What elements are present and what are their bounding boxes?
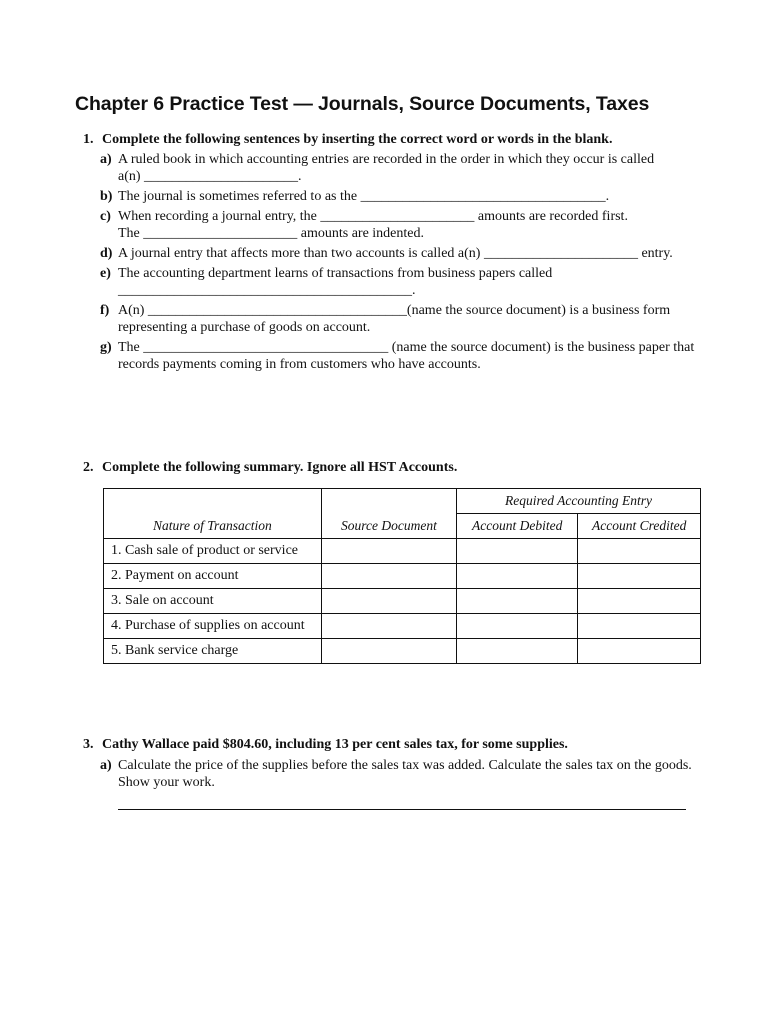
item-label: g) — [100, 340, 112, 355]
account-credited-blank[interactable] — [578, 639, 701, 664]
account-credited-blank[interactable] — [578, 589, 701, 614]
table-row — [104, 539, 701, 564]
item-label: f) — [100, 303, 110, 318]
item-line: Show your work. — [118, 774, 215, 790]
answer-line[interactable] — [118, 809, 686, 810]
question-1-number: 1. — [83, 132, 94, 147]
transaction-cell: 3. Sale on account — [104, 589, 322, 614]
item-line: a(n) ______________________. — [118, 168, 302, 184]
table-row — [104, 589, 701, 614]
question-3a — [100, 758, 700, 791]
transaction-cell: 4. Purchase of supplies on account — [104, 614, 322, 639]
item-label: b) — [100, 189, 113, 204]
question-1d — [100, 246, 700, 263]
transaction-cell: 2. Payment on account — [104, 564, 322, 589]
table-row — [104, 614, 701, 639]
item-label: a) — [100, 152, 112, 167]
item-label: c) — [100, 209, 111, 224]
item-label: a) — [100, 758, 112, 773]
account-credited-blank[interactable] — [578, 564, 701, 589]
item-line: representing a purchase of goods on account. — [118, 319, 371, 335]
item-line: __________________________________________. — [118, 282, 416, 298]
source-document-blank[interactable] — [321, 564, 456, 589]
header-account-credited: Account Credited — [578, 514, 701, 539]
question-1g — [100, 340, 700, 373]
item-line: A(n) _____________________________________(name the source document) is a business form — [118, 303, 671, 318]
question-1b — [100, 189, 700, 206]
account-debited-blank[interactable] — [456, 614, 577, 639]
table-row — [104, 639, 701, 664]
question-1e — [100, 266, 700, 299]
summary-table — [103, 488, 701, 664]
question-1a — [100, 152, 700, 185]
source-document-blank[interactable] — [321, 639, 456, 664]
transaction-cell: 5. Bank service charge — [104, 639, 322, 664]
header-source-document: Source Document — [321, 489, 456, 539]
question-3-heading — [83, 737, 568, 753]
question-3-prompt: Cathy Wallace paid $804.60, including 13 per cent sales tax, for some supplies. — [102, 737, 568, 752]
item-line: The ______________________ amounts are indented. — [118, 225, 425, 241]
item-label: d) — [100, 246, 113, 261]
account-debited-blank[interactable] — [456, 564, 577, 589]
item-line: The accounting department learns of transactions from business papers called — [118, 266, 553, 281]
source-document-blank[interactable] — [321, 539, 456, 564]
source-document-blank[interactable] — [321, 614, 456, 639]
header-required-accounting-entry: Required Accounting Entry — [456, 489, 700, 514]
question-3-number: 3. — [83, 737, 94, 752]
question-1c — [100, 209, 700, 242]
account-credited-blank[interactable] — [578, 614, 701, 639]
account-debited-blank[interactable] — [456, 589, 577, 614]
source-document-blank[interactable] — [321, 589, 456, 614]
item-label: e) — [100, 266, 111, 281]
question-1-heading — [83, 132, 612, 148]
question-2-prompt: Complete the following summary. Ignore all HST Accounts. — [102, 460, 458, 475]
item-line: A journal entry that affects more than two accounts is called a(n) ______________________ entry. — [118, 246, 673, 261]
question-1-prompt: Complete the following sentences by inserting the correct word or words in the blank. — [102, 132, 613, 147]
account-debited-blank[interactable] — [456, 539, 577, 564]
item-line: When recording a journal entry, the ______________________ amounts are recorded first. — [118, 209, 628, 224]
item-line: Calculate the price of the supplies before the sales tax was added. Calculate the sales tax on the goods. — [118, 758, 692, 773]
item-line: The journal is sometimes referred to as the ___________________________________. — [118, 189, 610, 204]
header-nature-of-transaction: Nature of Transaction — [104, 489, 322, 539]
item-line: records payments coming in from customers who have accounts. — [118, 356, 481, 372]
table-row — [104, 564, 701, 589]
account-debited-blank[interactable] — [456, 639, 577, 664]
transaction-cell: 1. Cash sale of product or service — [104, 539, 322, 564]
item-line: A ruled book in which accounting entries are recorded in the order in which they occur is called — [118, 152, 655, 167]
question-1f — [100, 303, 700, 336]
question-2-heading — [83, 460, 457, 476]
header-account-debited: Account Debited — [456, 514, 577, 539]
item-line: The ___________________________________ (name the source document) is the business paper that — [118, 340, 695, 355]
page-title: Chapter 6 Practice Test — Journals, Source Documents, Taxes — [75, 93, 650, 115]
question-2-number: 2. — [83, 460, 94, 475]
account-credited-blank[interactable] — [578, 539, 701, 564]
